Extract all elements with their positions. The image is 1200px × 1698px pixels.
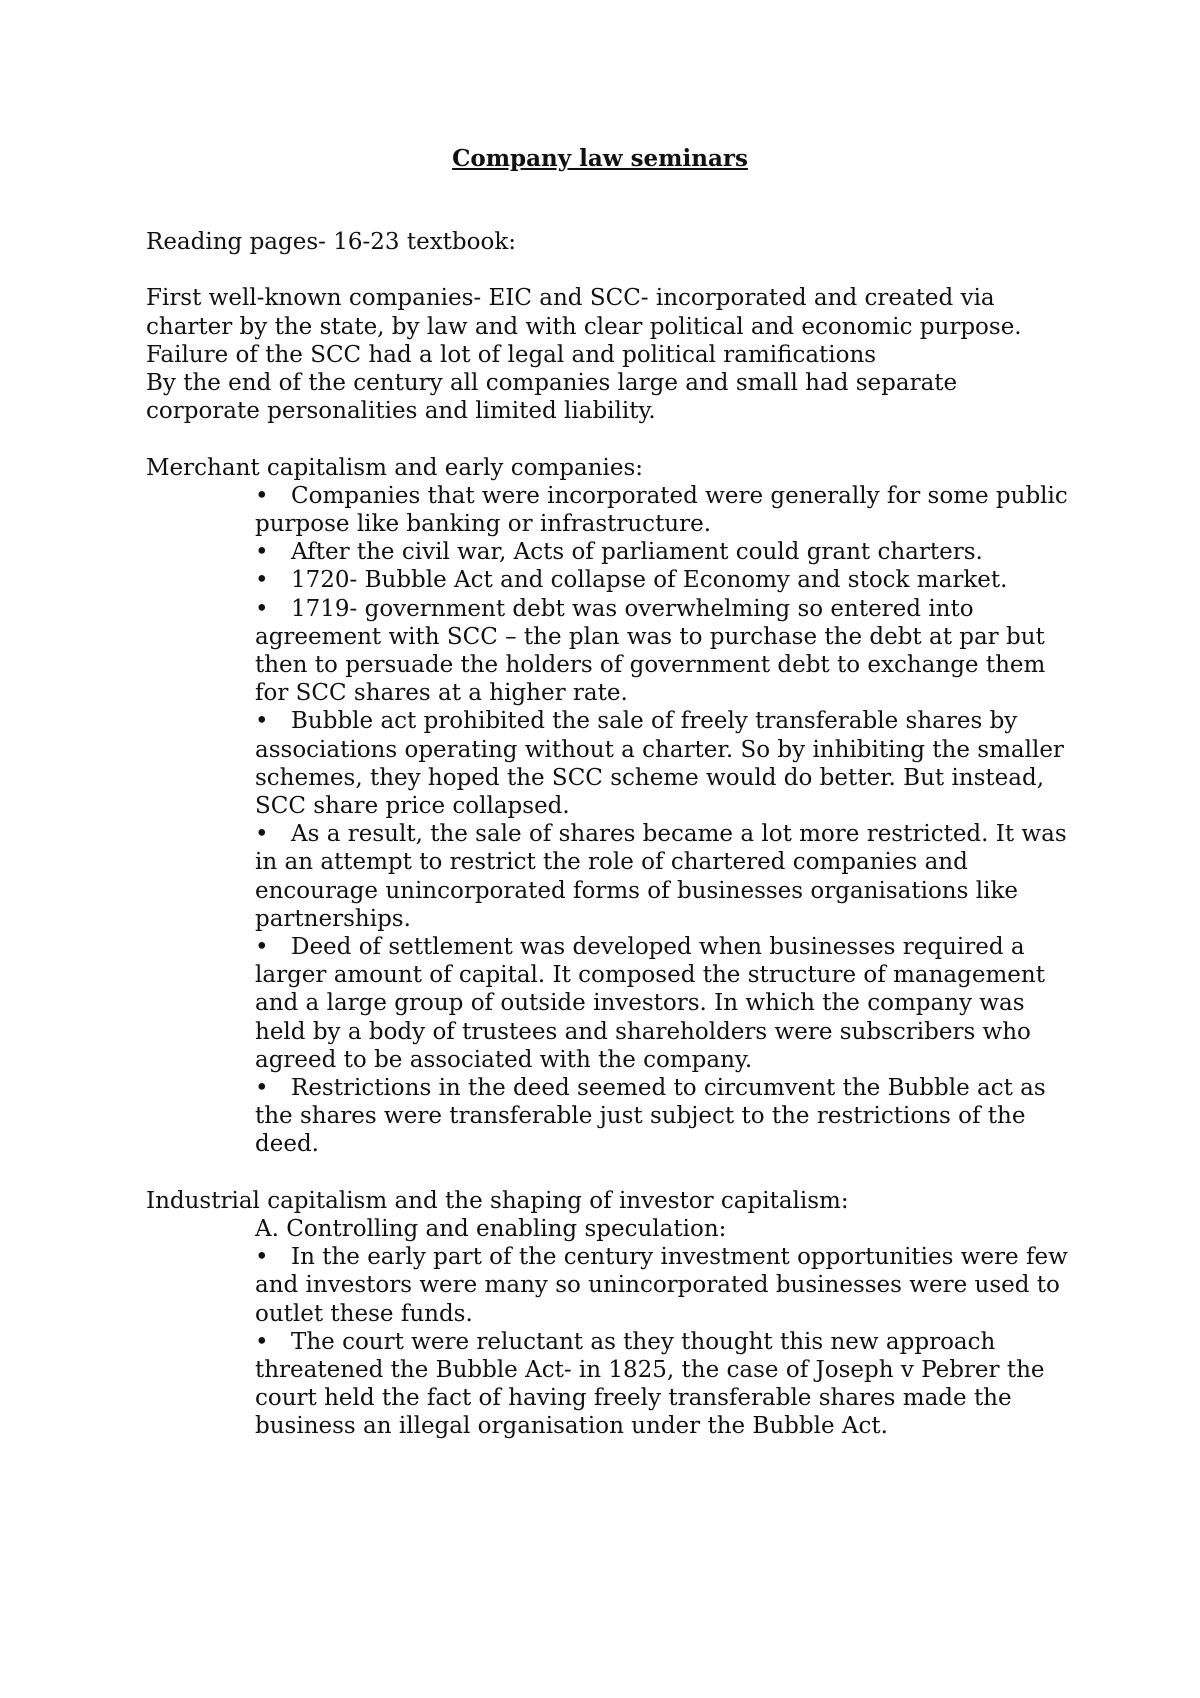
bullet-icon: • (255, 567, 269, 594)
list-item-text: Bubble act prohibited the sale of freely transferable shares by associations operating without a charter. So by inhibiting the smaller schemes, they hoped the SCC scheme would do better. But instead, SCC share price collapsed. (255, 708, 1064, 820)
intro-paragraph-3: By the end of the century all companies large and small had separate corporate personalities and limited liability. (146, 370, 958, 425)
list-item (255, 1243, 1076, 1328)
subsection-heading: A. Controlling and enabling speculation: (255, 1216, 727, 1243)
page-title: Company law seminars (452, 145, 748, 172)
list-item-text: Companies that were incorporated were generally for some public purpose like banking or infrastructure. (255, 482, 1068, 537)
document-body (146, 228, 1076, 1441)
list-item (255, 595, 1076, 708)
list-item-text: As a result, the sale of shares became a lot more restricted. It was in an attempt to restrict the role of chartered companies and encourage unincorporated forms of businesses organisations like partnerships. (255, 821, 1067, 932)
list-item-text: The court were reluctant as they thought this new approach threatened the Bubble Act- in 1825, the case of Joseph v Pebrer the court held the fact of having freely transferable shares made the business an illegal organisation under the Bubble Act. (255, 1328, 1045, 1440)
bullet-icon: • (255, 1075, 269, 1102)
list-item (255, 1328, 1076, 1441)
intro-paragraph-2: Failure of the SCC had a lot of legal and political ramifications (146, 341, 877, 368)
bullet-icon: • (255, 482, 269, 509)
list-item-text: Deed of settlement was developed when businesses required a larger amount of capital. It composed the structure of management and a large group of outside investors. In which the company was held by a body of trustees and shareholders were subscribers who agreed to be associated with the company. (255, 934, 1045, 1073)
intro-paragraph-1: First well-known companies- EIC and SCC- incorporated and created via charter by the state, by law and with clear political and economic purpose. (146, 285, 1022, 340)
bullet-icon: • (255, 821, 269, 848)
list-item-text: Restrictions in the deed seemed to circumvent the Bubble act as the shares were transferable just subject to the restrictions of the deed. (255, 1075, 1046, 1158)
list-item (255, 482, 1076, 538)
list-item (255, 566, 1076, 594)
list-item-text: After the civil war, Acts of parliament could grant charters. (291, 539, 983, 566)
list-item (255, 707, 1076, 820)
list-item (255, 933, 1076, 1074)
section-heading-industrial: Industrial capitalism and the shaping of investor capitalism: (146, 1187, 849, 1214)
list-item (255, 1074, 1076, 1159)
list-item-text: In the early part of the century investment opportunities were few and investors were many so unincorporated businesses were used to outlet these funds. (255, 1244, 1068, 1327)
bullet-icon: • (255, 595, 269, 622)
bullet-icon: • (255, 1244, 269, 1271)
reading-line: Reading pages- 16-23 textbook: (146, 229, 517, 255)
bullet-icon: • (255, 934, 269, 961)
list-item (255, 820, 1076, 933)
bullet-icon: • (255, 708, 269, 735)
bullet-icon: • (255, 539, 269, 566)
bullet-icon: • (255, 1328, 269, 1355)
list-item-text: 1719- government debt was overwhelming so entered into agreement with SCC – the plan was to purchase the debt at par but then to persuade the holders of government debt to exchange them for SCC shares at a higher rate. (255, 595, 1046, 707)
section-heading-merchant: Merchant capitalism and early companies: (146, 454, 644, 481)
list-item-text: 1720- Bubble Act and collapse of Economy and stock market. (291, 567, 1008, 594)
list-item (255, 538, 1076, 566)
